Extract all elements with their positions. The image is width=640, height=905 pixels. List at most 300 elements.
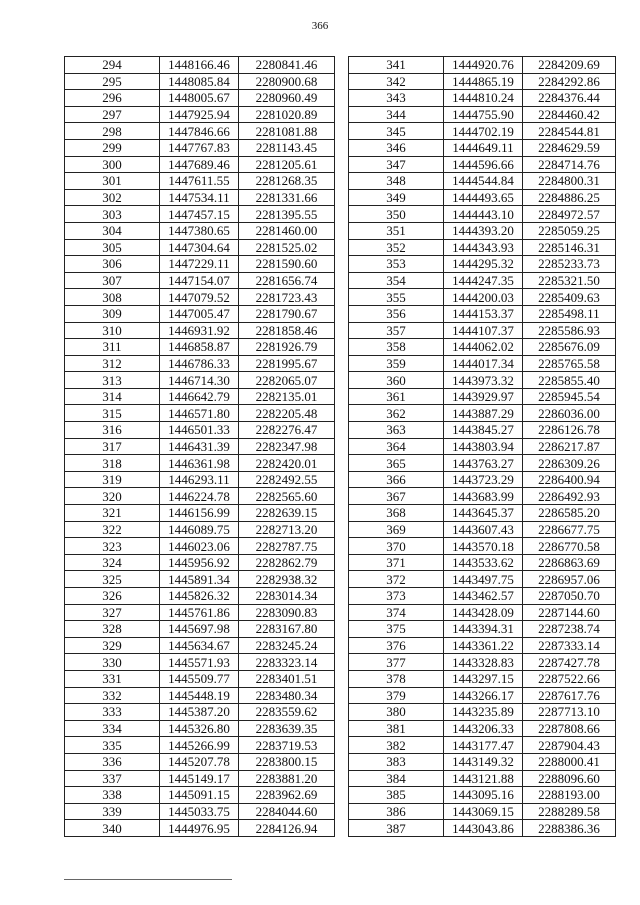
y-coordinate-cell: 2288386.36	[523, 820, 616, 837]
table-row	[349, 239, 616, 256]
table-row	[349, 256, 616, 273]
point-number-cell: 359	[349, 355, 444, 372]
table-row	[65, 355, 335, 372]
y-coordinate-cell: 2286492.93	[523, 488, 616, 505]
y-coordinate-cell: 2282420.01	[239, 455, 335, 472]
y-coordinate-cell: 2284376.44	[523, 90, 616, 107]
point-number-cell: 324	[65, 554, 160, 571]
table-row	[349, 820, 616, 837]
y-coordinate-cell: 2282787.75	[239, 538, 335, 555]
x-coordinate-cell: 1448085.84	[160, 73, 239, 90]
y-coordinate-cell: 2285586.93	[523, 322, 616, 339]
table-row	[65, 505, 335, 522]
table-row	[65, 388, 335, 405]
point-number-cell: 297	[65, 106, 160, 123]
y-coordinate-cell: 2284972.57	[523, 206, 616, 223]
x-coordinate-cell: 1444247.35	[444, 272, 523, 289]
x-coordinate-cell: 1443297.15	[444, 670, 523, 687]
table-row	[349, 654, 616, 671]
y-coordinate-cell: 2286770.58	[523, 538, 616, 555]
x-coordinate-cell: 1446293.11	[160, 471, 239, 488]
table-row	[65, 289, 335, 306]
coordinate-table-right	[348, 56, 616, 837]
table-row	[65, 422, 335, 439]
y-coordinate-cell: 2287904.43	[523, 737, 616, 754]
y-coordinate-cell: 2288000.41	[523, 753, 616, 770]
y-coordinate-cell: 2281081.88	[239, 123, 335, 140]
y-coordinate-cell: 2283800.15	[239, 753, 335, 770]
table-row	[65, 687, 335, 704]
y-coordinate-cell: 2285676.09	[523, 339, 616, 356]
point-number-cell: 321	[65, 505, 160, 522]
point-number-cell: 350	[349, 206, 444, 223]
y-coordinate-cell: 2287617.76	[523, 687, 616, 704]
table-row	[65, 538, 335, 555]
x-coordinate-cell: 1445149.17	[160, 770, 239, 787]
point-number-cell: 348	[349, 173, 444, 190]
table-row	[65, 554, 335, 571]
y-coordinate-cell: 2281858.46	[239, 322, 335, 339]
point-number-cell: 356	[349, 305, 444, 322]
table-row	[349, 554, 616, 571]
point-number-cell: 383	[349, 753, 444, 770]
x-coordinate-cell: 1444755.90	[444, 106, 523, 123]
y-coordinate-cell: 2282276.47	[239, 422, 335, 439]
table-row	[65, 173, 335, 190]
y-coordinate-cell: 2282135.01	[239, 388, 335, 405]
x-coordinate-cell: 1443361.22	[444, 637, 523, 654]
point-number-cell: 330	[65, 654, 160, 671]
point-number-cell: 304	[65, 222, 160, 239]
point-number-cell: 364	[349, 438, 444, 455]
point-number-cell: 327	[65, 604, 160, 621]
y-coordinate-cell: 2284209.69	[523, 57, 616, 74]
table-row	[349, 438, 616, 455]
y-coordinate-cell: 2286036.00	[523, 405, 616, 422]
x-coordinate-cell: 1443763.27	[444, 455, 523, 472]
x-coordinate-cell: 1446023.06	[160, 538, 239, 555]
x-coordinate-cell: 1443570.18	[444, 538, 523, 555]
table-row	[349, 206, 616, 223]
x-coordinate-cell: 1443803.94	[444, 438, 523, 455]
point-number-cell: 315	[65, 405, 160, 422]
table-row	[65, 73, 335, 90]
point-number-cell: 334	[65, 720, 160, 737]
point-number-cell: 341	[349, 57, 444, 74]
x-coordinate-cell: 1443845.27	[444, 422, 523, 439]
y-coordinate-cell: 2281525.02	[239, 239, 335, 256]
footnote-divider	[64, 879, 232, 880]
x-coordinate-cell: 1444976.95	[160, 820, 239, 837]
y-coordinate-cell: 2287713.10	[523, 704, 616, 721]
point-number-cell: 349	[349, 189, 444, 206]
x-coordinate-cell: 1446858.87	[160, 339, 239, 356]
y-coordinate-cell: 2281268.35	[239, 173, 335, 190]
x-coordinate-cell: 1447005.47	[160, 305, 239, 322]
x-coordinate-cell: 1445266.99	[160, 737, 239, 754]
y-coordinate-cell: 2286677.75	[523, 521, 616, 538]
table-row	[349, 571, 616, 588]
x-coordinate-cell: 1446501.33	[160, 422, 239, 439]
table-row	[65, 521, 335, 538]
x-coordinate-cell: 1445634.67	[160, 637, 239, 654]
point-number-cell: 351	[349, 222, 444, 239]
x-coordinate-cell: 1447079.52	[160, 289, 239, 306]
y-coordinate-cell: 2285059.25	[523, 222, 616, 239]
point-number-cell: 373	[349, 588, 444, 605]
y-coordinate-cell: 2281395.55	[239, 206, 335, 223]
coordinate-table-left	[64, 56, 335, 837]
table-row	[349, 57, 616, 74]
table-row	[65, 637, 335, 654]
point-number-cell: 366	[349, 471, 444, 488]
point-number-cell: 382	[349, 737, 444, 754]
point-number-cell: 299	[65, 139, 160, 156]
x-coordinate-cell: 1443973.32	[444, 372, 523, 389]
x-coordinate-cell: 1445761.86	[160, 604, 239, 621]
table-row	[65, 222, 335, 239]
table-row	[65, 139, 335, 156]
table-row	[349, 355, 616, 372]
table-row	[65, 803, 335, 820]
table-row	[65, 206, 335, 223]
point-number-cell: 372	[349, 571, 444, 588]
y-coordinate-cell: 2281590.60	[239, 256, 335, 273]
x-coordinate-cell: 1445207.78	[160, 753, 239, 770]
y-coordinate-cell: 2284714.76	[523, 156, 616, 173]
y-coordinate-cell: 2282205.48	[239, 405, 335, 422]
x-coordinate-cell: 1443043.86	[444, 820, 523, 837]
table-row	[65, 339, 335, 356]
table-row	[65, 770, 335, 787]
x-coordinate-cell: 1446089.75	[160, 521, 239, 538]
point-number-cell: 347	[349, 156, 444, 173]
table-row	[349, 687, 616, 704]
y-coordinate-cell: 2286863.69	[523, 554, 616, 571]
x-coordinate-cell: 1448166.46	[160, 57, 239, 74]
x-coordinate-cell: 1448005.67	[160, 90, 239, 107]
point-number-cell: 312	[65, 355, 160, 372]
point-number-cell: 361	[349, 388, 444, 405]
point-number-cell: 320	[65, 488, 160, 505]
point-number-cell: 325	[65, 571, 160, 588]
point-number-cell: 378	[349, 670, 444, 687]
point-number-cell: 363	[349, 422, 444, 439]
table-row	[349, 106, 616, 123]
y-coordinate-cell: 2281143.45	[239, 139, 335, 156]
table-row	[65, 787, 335, 804]
table-row	[349, 637, 616, 654]
point-number-cell: 333	[65, 704, 160, 721]
y-coordinate-cell: 2283167.80	[239, 621, 335, 638]
point-number-cell: 318	[65, 455, 160, 472]
y-coordinate-cell: 2284886.25	[523, 189, 616, 206]
point-number-cell: 319	[65, 471, 160, 488]
table-row	[349, 156, 616, 173]
y-coordinate-cell: 2281995.67	[239, 355, 335, 372]
y-coordinate-cell: 2283881.20	[239, 770, 335, 787]
table-row	[65, 90, 335, 107]
table-row	[65, 239, 335, 256]
table-row	[349, 422, 616, 439]
y-coordinate-cell: 2283323.14	[239, 654, 335, 671]
y-coordinate-cell: 2281926.79	[239, 339, 335, 356]
point-number-cell: 308	[65, 289, 160, 306]
table-row	[65, 488, 335, 505]
x-coordinate-cell: 1445387.20	[160, 704, 239, 721]
x-coordinate-cell: 1447304.64	[160, 239, 239, 256]
table-row	[65, 455, 335, 472]
table-row	[349, 670, 616, 687]
table-row	[65, 123, 335, 140]
y-coordinate-cell: 2281331.66	[239, 189, 335, 206]
point-number-cell: 311	[65, 339, 160, 356]
point-number-cell: 371	[349, 554, 444, 571]
x-coordinate-cell: 1446571.80	[160, 405, 239, 422]
point-number-cell: 305	[65, 239, 160, 256]
x-coordinate-cell: 1447611.55	[160, 173, 239, 190]
point-number-cell: 385	[349, 787, 444, 804]
point-number-cell: 310	[65, 322, 160, 339]
table-row	[65, 571, 335, 588]
table-row	[349, 720, 616, 737]
y-coordinate-cell: 2286400.94	[523, 471, 616, 488]
x-coordinate-cell: 1443723.29	[444, 471, 523, 488]
x-coordinate-cell: 1444107.37	[444, 322, 523, 339]
y-coordinate-cell: 2286585.20	[523, 505, 616, 522]
x-coordinate-cell: 1443929.97	[444, 388, 523, 405]
x-coordinate-cell: 1447534.11	[160, 189, 239, 206]
point-number-cell: 295	[65, 73, 160, 90]
table-row	[65, 106, 335, 123]
table-row	[65, 156, 335, 173]
x-coordinate-cell: 1444649.11	[444, 139, 523, 156]
x-coordinate-cell: 1444865.19	[444, 73, 523, 90]
point-number-cell: 367	[349, 488, 444, 505]
y-coordinate-cell: 2282639.15	[239, 505, 335, 522]
point-number-cell: 344	[349, 106, 444, 123]
x-coordinate-cell: 1444493.65	[444, 189, 523, 206]
table-row	[349, 90, 616, 107]
table-row	[65, 322, 335, 339]
point-number-cell: 332	[65, 687, 160, 704]
y-coordinate-cell: 2285765.58	[523, 355, 616, 372]
y-coordinate-cell: 2281723.43	[239, 289, 335, 306]
y-coordinate-cell: 2287522.66	[523, 670, 616, 687]
y-coordinate-cell: 2282347.98	[239, 438, 335, 455]
y-coordinate-cell: 2283014.34	[239, 588, 335, 605]
y-coordinate-cell: 2287808.66	[523, 720, 616, 737]
x-coordinate-cell: 1443607.43	[444, 521, 523, 538]
table-row	[349, 787, 616, 804]
x-coordinate-cell: 1447767.83	[160, 139, 239, 156]
x-coordinate-cell: 1446156.99	[160, 505, 239, 522]
y-coordinate-cell: 2284460.42	[523, 106, 616, 123]
x-coordinate-cell: 1444443.10	[444, 206, 523, 223]
point-number-cell: 309	[65, 305, 160, 322]
point-number-cell: 329	[65, 637, 160, 654]
table-row	[349, 189, 616, 206]
x-coordinate-cell: 1445697.98	[160, 621, 239, 638]
x-coordinate-cell: 1447154.07	[160, 272, 239, 289]
y-coordinate-cell: 2284126.94	[239, 820, 335, 837]
x-coordinate-cell: 1444544.84	[444, 173, 523, 190]
table-row	[349, 737, 616, 754]
y-coordinate-cell: 2282713.20	[239, 521, 335, 538]
point-number-cell: 353	[349, 256, 444, 273]
y-coordinate-cell: 2286126.78	[523, 422, 616, 439]
table-row	[349, 322, 616, 339]
x-coordinate-cell: 1446931.92	[160, 322, 239, 339]
x-coordinate-cell: 1443121.88	[444, 770, 523, 787]
y-coordinate-cell: 2283401.51	[239, 670, 335, 687]
table-row	[65, 654, 335, 671]
x-coordinate-cell: 1443533.62	[444, 554, 523, 571]
table-row	[349, 173, 616, 190]
x-coordinate-cell: 1444062.02	[444, 339, 523, 356]
y-coordinate-cell: 2287050.70	[523, 588, 616, 605]
x-coordinate-cell: 1444596.66	[444, 156, 523, 173]
x-coordinate-cell: 1445091.15	[160, 787, 239, 804]
table-row	[65, 305, 335, 322]
table-row	[65, 720, 335, 737]
y-coordinate-cell: 2286309.26	[523, 455, 616, 472]
x-coordinate-cell: 1445509.77	[160, 670, 239, 687]
x-coordinate-cell: 1445448.19	[160, 687, 239, 704]
x-coordinate-cell: 1444393.20	[444, 222, 523, 239]
x-coordinate-cell: 1443328.83	[444, 654, 523, 671]
point-number-cell: 377	[349, 654, 444, 671]
table-row	[349, 704, 616, 721]
y-coordinate-cell: 2288096.60	[523, 770, 616, 787]
x-coordinate-cell: 1447689.46	[160, 156, 239, 173]
table-row	[349, 222, 616, 239]
x-coordinate-cell: 1446431.39	[160, 438, 239, 455]
y-coordinate-cell: 2284800.31	[523, 173, 616, 190]
table-row	[349, 521, 616, 538]
table-row	[349, 621, 616, 638]
point-number-cell: 379	[349, 687, 444, 704]
table-row	[65, 256, 335, 273]
x-coordinate-cell: 1447925.94	[160, 106, 239, 123]
table-row	[65, 272, 335, 289]
table-row	[349, 272, 616, 289]
table-row	[349, 123, 616, 140]
y-coordinate-cell: 2282565.60	[239, 488, 335, 505]
x-coordinate-cell: 1447380.65	[160, 222, 239, 239]
x-coordinate-cell: 1447229.11	[160, 256, 239, 273]
table-row	[65, 704, 335, 721]
y-coordinate-cell: 2286957.06	[523, 571, 616, 588]
point-number-cell: 298	[65, 123, 160, 140]
point-number-cell: 357	[349, 322, 444, 339]
y-coordinate-cell: 2283559.62	[239, 704, 335, 721]
x-coordinate-cell: 1446786.33	[160, 355, 239, 372]
x-coordinate-cell: 1443206.33	[444, 720, 523, 737]
point-number-cell: 386	[349, 803, 444, 820]
table-row	[349, 770, 616, 787]
table-row	[349, 388, 616, 405]
y-coordinate-cell: 2288193.00	[523, 787, 616, 804]
y-coordinate-cell: 2282862.79	[239, 554, 335, 571]
table-row	[65, 471, 335, 488]
x-coordinate-cell: 1443095.16	[444, 787, 523, 804]
y-coordinate-cell: 2285945.54	[523, 388, 616, 405]
table-row	[65, 57, 335, 74]
y-coordinate-cell: 2283962.69	[239, 787, 335, 804]
table-row	[349, 471, 616, 488]
x-coordinate-cell: 1444343.93	[444, 239, 523, 256]
y-coordinate-cell: 2282065.07	[239, 372, 335, 389]
y-coordinate-cell: 2284544.81	[523, 123, 616, 140]
table-row	[65, 621, 335, 638]
point-number-cell: 328	[65, 621, 160, 638]
y-coordinate-cell: 2287144.60	[523, 604, 616, 621]
point-number-cell: 300	[65, 156, 160, 173]
x-coordinate-cell: 1444200.03	[444, 289, 523, 306]
point-number-cell: 314	[65, 388, 160, 405]
point-number-cell: 387	[349, 820, 444, 837]
x-coordinate-cell: 1444295.32	[444, 256, 523, 273]
table-row	[349, 538, 616, 555]
point-number-cell: 362	[349, 405, 444, 422]
point-number-cell: 358	[349, 339, 444, 356]
table-row	[349, 505, 616, 522]
table-row	[65, 820, 335, 837]
y-coordinate-cell: 2284629.59	[523, 139, 616, 156]
table-row	[349, 604, 616, 621]
point-number-cell: 303	[65, 206, 160, 223]
point-number-cell: 296	[65, 90, 160, 107]
x-coordinate-cell: 1447457.15	[160, 206, 239, 223]
x-coordinate-cell: 1443069.15	[444, 803, 523, 820]
y-coordinate-cell: 2283090.83	[239, 604, 335, 621]
table-row	[349, 139, 616, 156]
page-number: 366	[311, 20, 329, 32]
x-coordinate-cell: 1443428.09	[444, 604, 523, 621]
y-coordinate-cell: 2280841.46	[239, 57, 335, 74]
point-number-cell: 369	[349, 521, 444, 538]
x-coordinate-cell: 1443497.75	[444, 571, 523, 588]
x-coordinate-cell: 1445826.32	[160, 588, 239, 605]
y-coordinate-cell: 2283480.34	[239, 687, 335, 704]
point-number-cell: 313	[65, 372, 160, 389]
x-coordinate-cell: 1443149.32	[444, 753, 523, 770]
point-number-cell: 342	[349, 73, 444, 90]
y-coordinate-cell: 2281460.00	[239, 222, 335, 239]
point-number-cell: 337	[65, 770, 160, 787]
table-row	[349, 73, 616, 90]
table-row	[65, 670, 335, 687]
y-coordinate-cell: 2281020.89	[239, 106, 335, 123]
x-coordinate-cell: 1443394.31	[444, 621, 523, 638]
y-coordinate-cell: 2282938.32	[239, 571, 335, 588]
y-coordinate-cell: 2284044.60	[239, 803, 335, 820]
x-coordinate-cell: 1443235.89	[444, 704, 523, 721]
table-row	[349, 488, 616, 505]
y-coordinate-cell: 2283639.35	[239, 720, 335, 737]
point-number-cell: 375	[349, 621, 444, 638]
point-number-cell: 376	[349, 637, 444, 654]
point-number-cell: 323	[65, 538, 160, 555]
point-number-cell: 322	[65, 521, 160, 538]
point-number-cell: 326	[65, 588, 160, 605]
point-number-cell: 317	[65, 438, 160, 455]
table-row	[349, 372, 616, 389]
x-coordinate-cell: 1446361.98	[160, 455, 239, 472]
x-coordinate-cell: 1443887.29	[444, 405, 523, 422]
table-row	[349, 339, 616, 356]
